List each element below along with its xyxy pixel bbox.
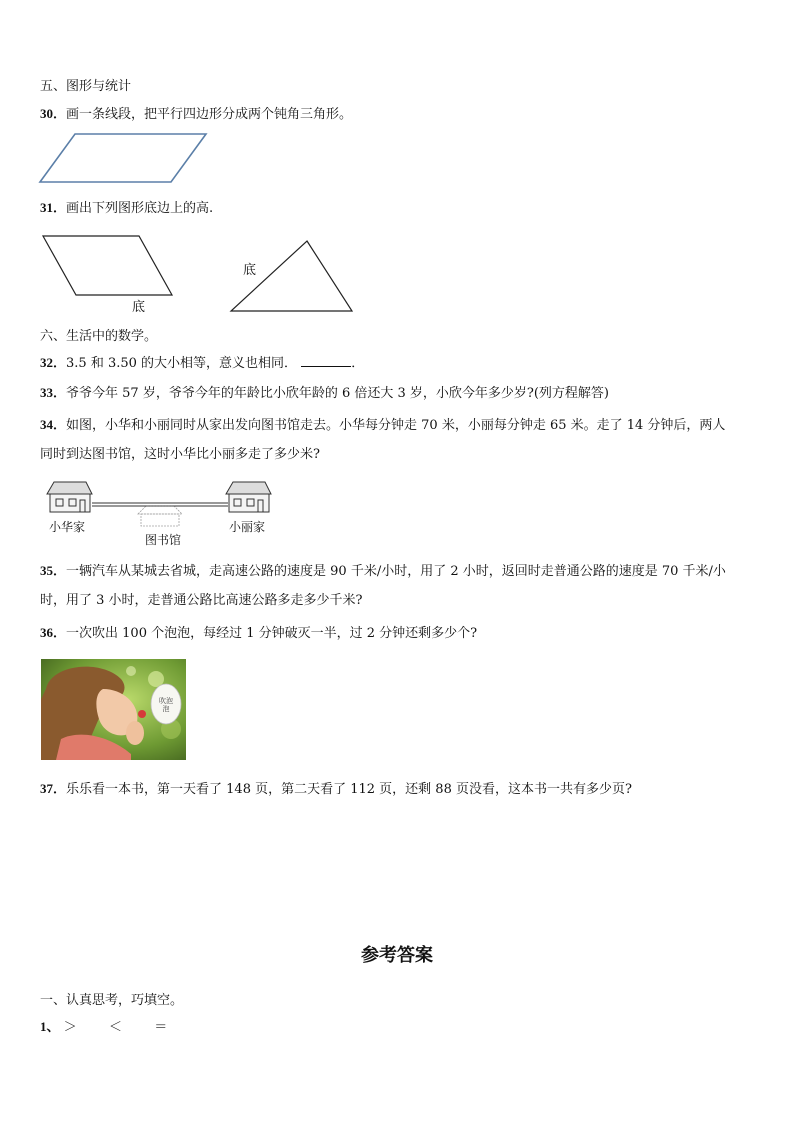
question-text: 乐乐看一本书，第一天看了 148 页，第二天看了 112 页，还剩 88 页没看，这本书一共有多少页? — [66, 782, 632, 797]
question-text-line1: 如图，小华和小丽同时从家出发向图书馆走去。小华每分钟走 70 米，小丽每分钟走 65 米。走了 14 分钟后，两人 — [66, 418, 726, 433]
parallelogram-figure — [38, 132, 210, 186]
question-37 — [40, 782, 632, 796]
section-heading-6: 六、生活中的数学。 — [40, 329, 158, 344]
bubble-text: 吹泡泡 — [159, 697, 173, 713]
question-text: 一次吹出 100 个泡泡，每经过 1 分钟破灭一半，过 2 分钟还剩多少个? — [66, 626, 478, 641]
answer-number: 1、 — [40, 1019, 60, 1034]
question-35-line2: 时，用了 3 小时，走普通公路比高速公路多走多少千米? — [40, 593, 363, 608]
question-number: 35． — [40, 563, 67, 578]
house-icon — [226, 482, 271, 512]
house-icon — [47, 482, 92, 512]
question-number: 33． — [40, 385, 67, 400]
question-number: 37． — [40, 781, 67, 796]
base-label: 底 — [132, 300, 146, 315]
question-34-line2: 同时到达图书馆，这时小华比小丽多走了多少米? — [40, 447, 320, 462]
parallelogram-base-figure — [40, 232, 180, 300]
question-text: 爷爷今年 57 岁，爷爷今年的年龄比小欣年龄的 6 倍还大 3 岁，小欣今年多少岁?(列方程解答) — [66, 386, 610, 401]
question-31 — [40, 201, 213, 215]
question-text: 画出下列图形底边上的高. — [66, 201, 214, 216]
label-xiaoli-home: 小丽家 — [229, 520, 266, 534]
question-number: 36． — [40, 625, 67, 640]
question-32 — [40, 356, 364, 370]
girl-blowing-bubbles-photo — [41, 659, 186, 760]
question-30 — [40, 107, 352, 121]
question-text-end: ． — [351, 356, 365, 371]
section-heading-5: 五、图形与统计 — [40, 79, 132, 94]
question-number: 34． — [40, 417, 67, 432]
label-library: 图书馆 — [145, 533, 182, 547]
question-text: 3.5 和 3.50 的大小相等，意义也相同． — [66, 356, 298, 371]
question-33 — [40, 386, 609, 400]
answer-symbol: ＞ — [63, 1020, 77, 1035]
question-number: 31． — [40, 200, 67, 215]
answer-blank[interactable] — [301, 356, 351, 367]
label-xiaohua-home: 小华家 — [49, 520, 86, 534]
question-35 — [40, 564, 726, 578]
answer-1 — [40, 1020, 167, 1034]
answers-title: 参考答案 — [361, 945, 433, 966]
question-34 — [40, 418, 725, 432]
question-36 — [40, 626, 477, 640]
question-text: 画一条线段，把平行四边形分成两个钝角三角形。 — [66, 107, 353, 122]
library-icon — [138, 506, 182, 526]
answer-symbol: ＝ — [154, 1020, 168, 1035]
question-number: 32． — [40, 355, 67, 370]
question-text-line1: 一辆汽车从某城去省城，走高速公路的速度是 90 千米/小时，用了 2 小时，返回时走普通公路的速度是 70 千米/小 — [66, 564, 726, 579]
question-number: 30． — [40, 106, 67, 121]
base-label: 底 — [243, 263, 257, 278]
answer-symbol: ＜ — [108, 1020, 122, 1035]
answers-section-1: 一、认真思考，巧填空。 — [40, 993, 184, 1008]
